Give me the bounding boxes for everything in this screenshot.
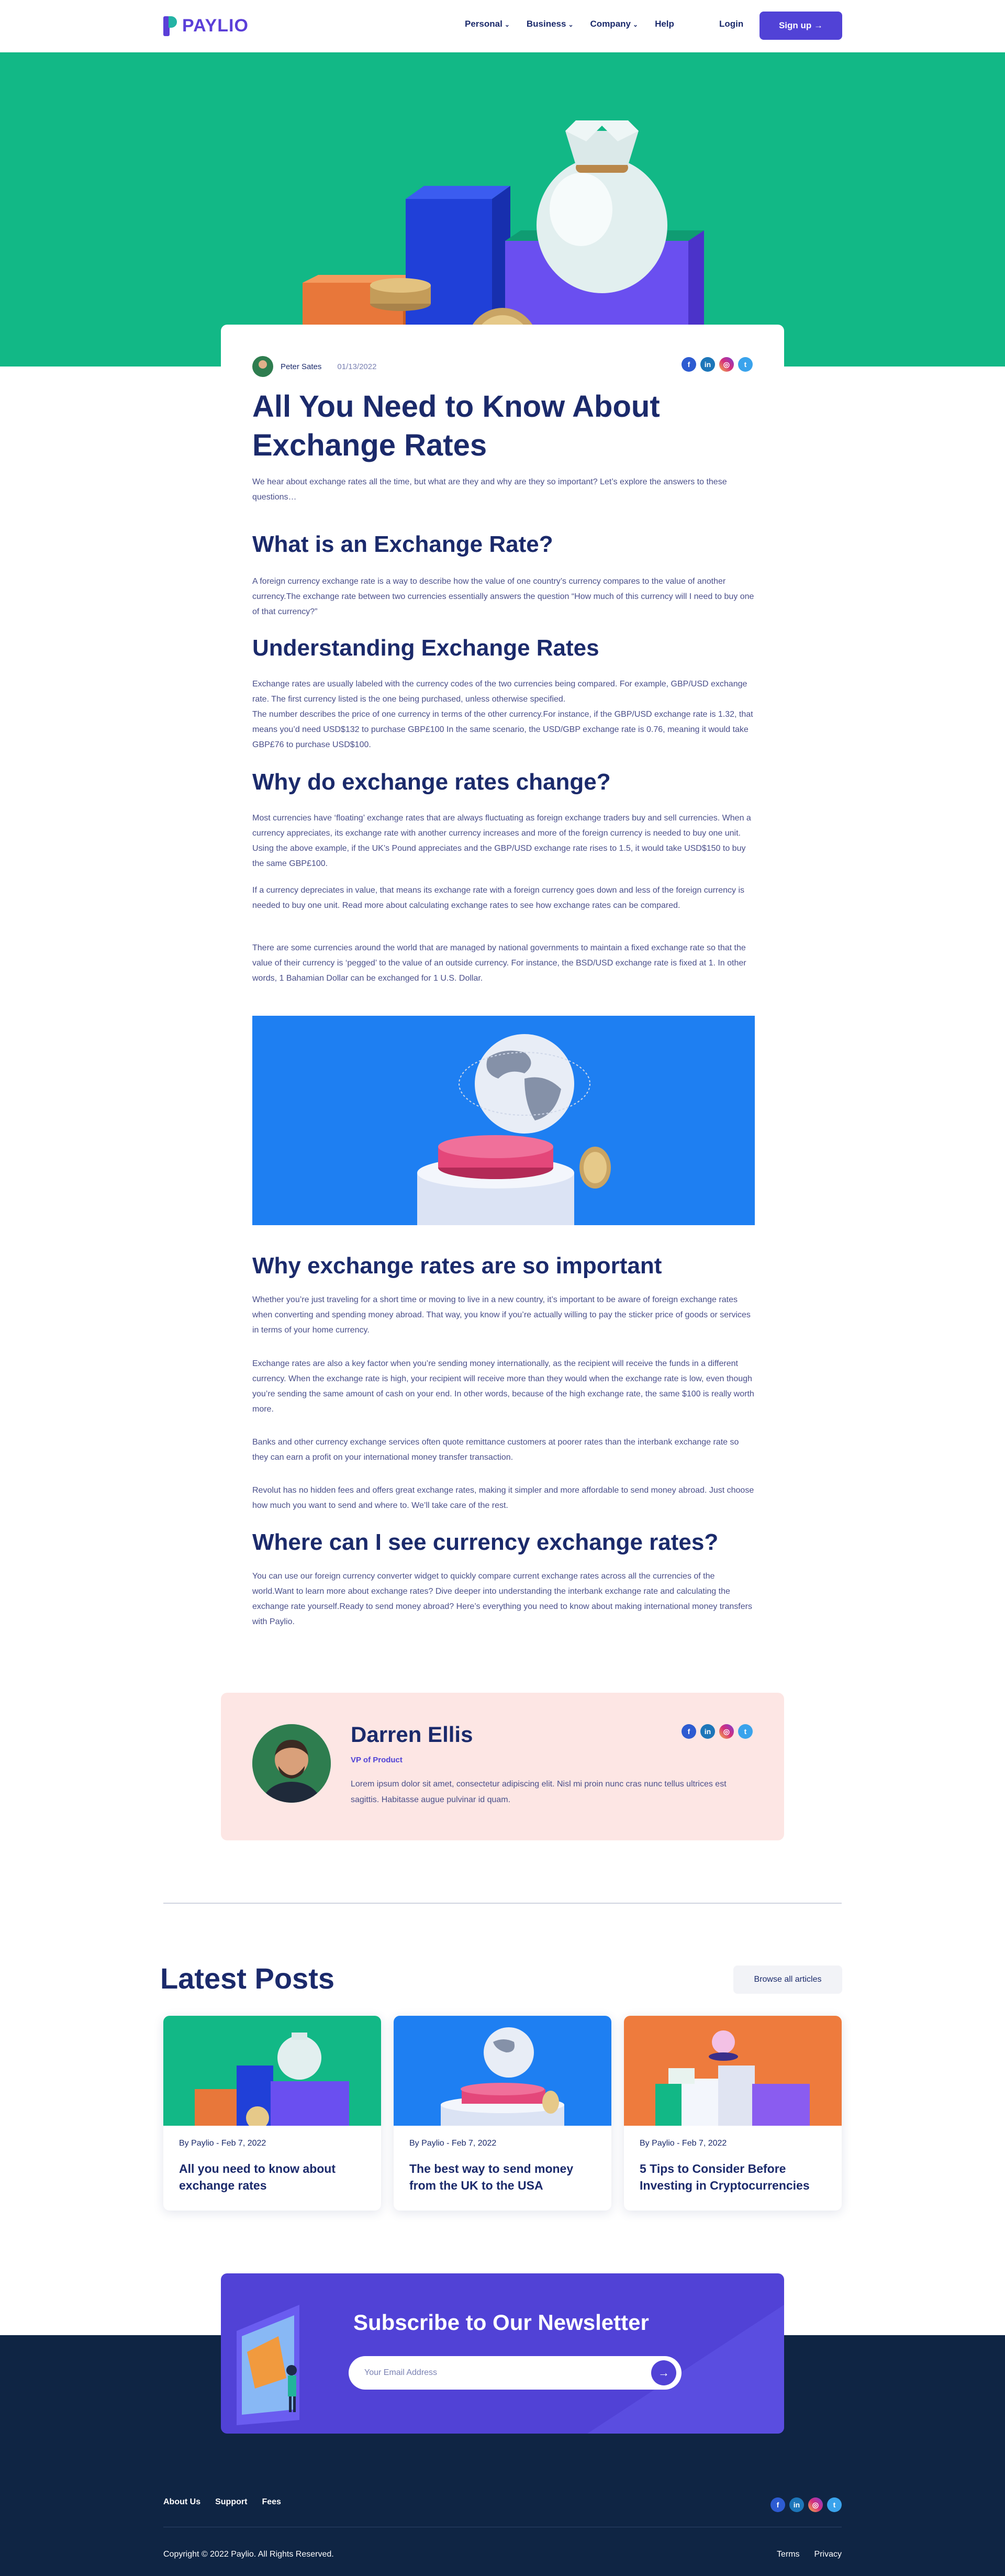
article-title: All You Need to Know About Exchange Rates [252,390,660,462]
section-heading: Where can I see currency exchange rates? [252,1529,719,1555]
chevron-down-icon: ⌄ [568,21,574,28]
main-nav [465,19,674,29]
share-icons [682,357,753,372]
section-paragraph: The number describes the price of one currency in terms of the other currency.For instance, if the GBP/USD exchange rate is 1.32, that means you’d need USD$132 to purchase GBP£100 In the same scenario, the USD/GBP exchange rate is 0.76, meaning it would take GBP£76 to purchase USD$100. [252,710,753,749]
section-divider [163,1903,842,1904]
post-meta: By Paylio - Feb 7, 2022 [640,2139,727,2148]
chevron-down-icon: ⌄ [633,21,639,28]
footer-social-icons [770,2497,842,2512]
section-paragraph: You can use our foreign currency converter widget to quickly compare current exchange rates across all the currencies of the world.Want to learn more about exchange rates? Dive deeper into understanding the interbank exchange rate and calculating the exchange rate yourself.Ready to send money abroad? Here’s everything you need to know about making international money transfers with Paylio. [252,1572,752,1626]
author-photo [252,1724,331,1803]
linkedin-icon[interactable]: in [700,357,715,372]
facebook-icon[interactable]: f [770,2497,785,2512]
email-field[interactable] [349,2356,682,2390]
copyright-text: Copyright © 2022 Paylio. All Rights Reserved. [163,2550,334,2559]
terms-link[interactable]: Terms [776,2550,800,2559]
privacy-link[interactable]: Privacy [814,2550,842,2559]
section-heading: Why exchange rates are so important [252,1253,662,1279]
section-paragraph: Most currencies have ‘floating’ exchange rates that are always fluctuating as foreign exchange traders buy and sell currencies. When a currency appreciates, its exchange rate with another currency increases and more of the foreign currency is needed to buy one unit. Using the above example, if the UK’s Pound appreciates and the GBP/USD exchange rate rises to 1.5, it would take USD$150 to buy the same GBP£100. [252,814,751,868]
facebook-icon[interactable]: f [682,1724,696,1739]
section-paragraph: There are some currencies around the world that are managed by national governments to maintain a fixed exchange rate so that the value of their currency is ‘pegged’ to the value of an outside currency. For instance, the BSD/USD exchange rate is fixed at 1. In other words, 1 Bahamian Dollar can be exchanged for 1 U.S. Dollar. [252,943,746,983]
avatar [252,356,273,377]
post-title[interactable]: 5 Tips to Consider Before Investing in Cryptocurrencies [640,2162,810,2192]
nav-label: Personal [465,19,502,29]
article-meta [252,356,376,377]
footer-links [163,2497,281,2507]
linkedin-icon[interactable]: in [789,2497,804,2512]
section-heading: Understanding Exchange Rates [252,635,599,661]
section-paragraph: Revolut has no hidden fees and offers great exchange rates, making it simpler and more affordable to send money abroad. Just choose how much you want to send and where to. We’ll take care of the rest. [252,1486,754,1510]
logo-mark-icon [163,16,177,36]
linkedin-icon[interactable]: in [700,1724,715,1739]
section-paragraph: Exchange rates are also a key factor when you’re sending money internationally, as the recipient will receive the funds in a different currency. When the exchange rate is high, your recipient will receive more than they would when the exchange rate is low, even though you’re sending the same amount of cash on your end. In other words, because of the high exchange rate, the same $100 is really worth more. [252,1359,754,1414]
section-paragraph: A foreign currency exchange rate is a way to describe how the value of one country’s currency compares to the value of another currency.The exchange rate between two currencies essentially answers the question “How much of this currency will I need to buy one of that currency?” [252,577,754,616]
globe-illustration [252,1016,755,1225]
author-role: VP of Product [351,1756,403,1764]
browse-all-button[interactable]: Browse all articles [733,1966,842,1994]
author-box [221,1693,784,1840]
section-paragraph: Whether you’re just traveling for a short time or moving to live in a new country, it’s important to be aware of foreign exchange rates when converting and spending money abroad. That way, you know if you’re actually willing to pay the sticker price of goods or services in terms of your home currency. [252,1295,751,1335]
hero-illustration [0,52,1005,367]
instagram-icon[interactable]: ◎ [808,2497,823,2512]
nav-item-business[interactable] [527,19,574,29]
author-bio: Lorem ipsum dolor sit amet, consectetur adipiscing elit. Nisl mi proin nunc cras nunc tellus ultrices est sagittis. Habitasse augue pulvinar id quam. [351,1780,727,1804]
latest-posts-title: Latest Posts [160,1962,334,1995]
section-paragraph: Banks and other currency exchange services often quote remittance customers at poorer rates than the interbank exchange rate so they can earn a profit on your international money transfer transaction. [252,1438,739,1462]
post-card[interactable] [163,2016,381,2211]
author-social-icons [682,1724,753,1739]
instagram-icon[interactable]: ◎ [719,1724,734,1739]
article-author[interactable]: Peter Sates [281,362,322,371]
post-card[interactable] [394,2016,611,2211]
section-heading: Why do exchange rates change? [252,769,611,795]
newsletter-title: Subscribe to Our Newsletter [353,2310,649,2335]
nav-item-help[interactable]: Help [655,19,674,29]
hero-banner [0,52,1005,367]
article-intro: We hear about exchange rates all the time, but what are they and why are they so important? Let’s explore the answers to these questions… [252,478,727,502]
instagram-icon[interactable]: ◎ [719,357,734,372]
post-card[interactable] [624,2016,842,2211]
footer-link-about[interactable]: About Us [163,2497,201,2506]
newsletter-illustration [221,2273,784,2434]
article-card [221,325,784,1100]
twitter-icon[interactable]: t [827,2497,842,2512]
post-title[interactable]: The best way to send money from the UK to the USA [409,2162,574,2192]
logo-text: PAYLIO [182,16,249,36]
section-heading: What is an Exchange Rate? [252,531,553,557]
footer-link-fees[interactable]: Fees [262,2497,281,2506]
signup-button[interactable]: Sign up → [760,12,842,40]
section-paragraph: If a currency depreciates in value, that means its exchange rate with a foreign currency goes down and less of the foreign currency is needed to buy one unit. Read more about calculating exchange rates to see how exchange rates can be compared. [252,886,745,910]
nav-label: Company [590,19,631,29]
post-meta: By Paylio - Feb 7, 2022 [179,2139,266,2148]
nav-item-company[interactable] [590,19,639,29]
post-meta: By Paylio - Feb 7, 2022 [409,2139,497,2148]
nav-item-personal[interactable] [465,19,510,29]
section-paragraph: Exchange rates are usually labeled with the currency codes of the two currencies being compared. For example, GBP/USD exchange rate. The first currency listed is the one being purchased, unless otherwise specified. [252,680,747,704]
twitter-icon[interactable]: t [738,1724,753,1739]
twitter-icon[interactable]: t [738,357,753,372]
newsletter-box [221,2273,784,2434]
arrow-right-icon[interactable]: → [651,2360,676,2385]
chevron-down-icon: ⌄ [504,21,510,28]
post-title[interactable]: All you need to know about exchange rates [179,2162,336,2192]
author-name: Darren Ellis [351,1722,473,1747]
post-image [394,2016,611,2126]
login-link[interactable]: Login [719,19,744,29]
facebook-icon[interactable]: f [682,357,696,372]
nav-label: Business [526,19,566,29]
post-image [163,2016,381,2126]
post-image [624,2016,842,2126]
footer-link-support[interactable]: Support [215,2497,248,2506]
paylio-logo[interactable] [163,16,249,36]
site-header [0,0,1005,52]
article-date: 01/13/2022 [337,362,377,371]
footer-legal-links [777,2550,842,2559]
